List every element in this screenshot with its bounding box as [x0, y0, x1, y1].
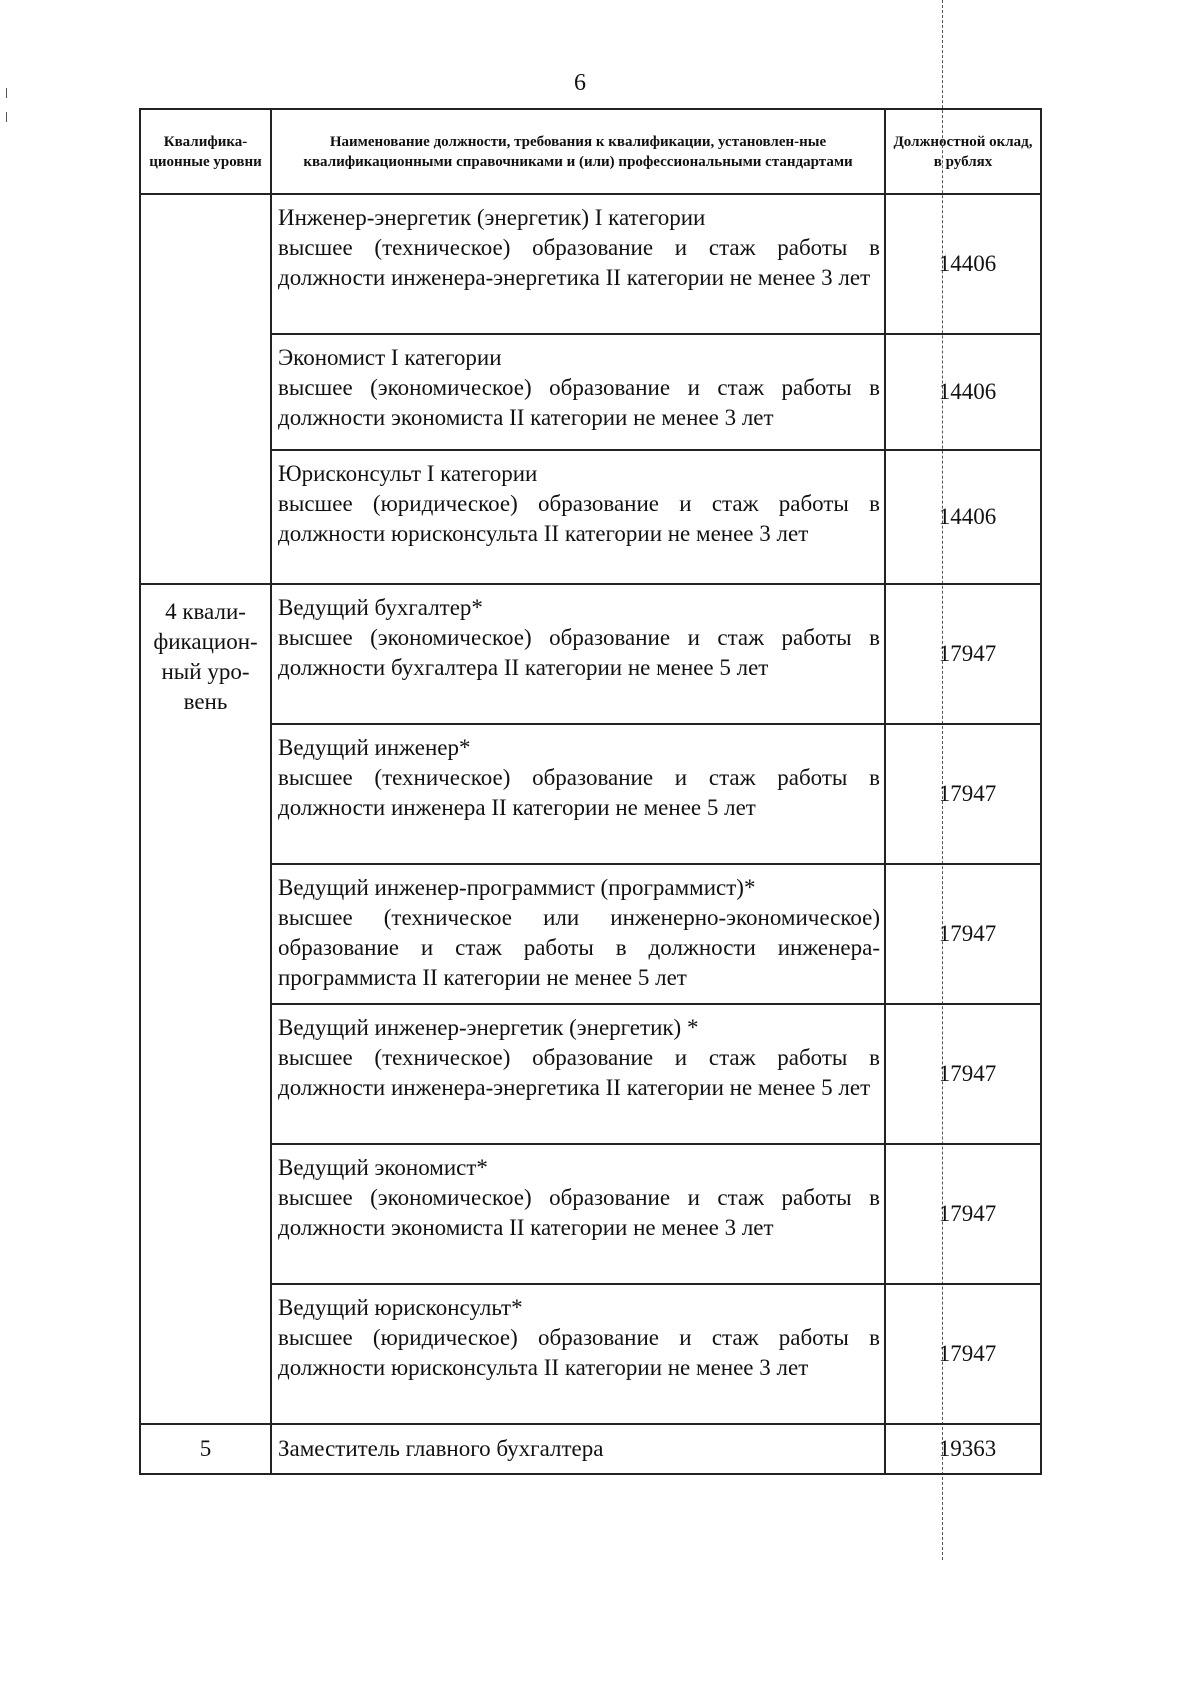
salary-cell: 17947 [885, 1144, 1041, 1284]
position-title: Ведущий инженер-программист (программист)* [278, 875, 756, 900]
table-row [140, 724, 1041, 864]
scan-artifact-tick [6, 112, 7, 122]
salary-cell: 17947 [885, 724, 1041, 864]
position-cell [271, 724, 885, 864]
position-requirements: высшее (техническое или инженерно-экономическое) образование и стаж работы в должности инженера-программиста II категории не менее 5 лет [278, 905, 880, 990]
position-requirements: высшее (юридическое) образование и стаж работы в должности юрисконсульта II категории не менее 3 лет [278, 491, 880, 546]
position-requirements: высшее (юридическое) образование и стаж работы в должности юрисконсульта II категории не менее 3 лет [278, 1325, 880, 1380]
table-header-row [140, 109, 1041, 194]
salary-cell: 14406 [885, 450, 1041, 584]
table-row [140, 864, 1041, 1004]
position-title: Заместитель главного бухгалтера [278, 1436, 604, 1461]
position-cell [271, 194, 885, 334]
level-cell: 4 квали-фикацион-ный уро-вень [140, 584, 271, 1424]
table-row [140, 1144, 1041, 1284]
position-title: Ведущий экономист* [278, 1155, 488, 1180]
table-row [140, 1424, 1041, 1474]
level-cell-continued [140, 194, 271, 584]
table-row [140, 1284, 1041, 1424]
salary-cell: 19363 [885, 1424, 1041, 1474]
position-cell [271, 864, 885, 1004]
salary-cell: 17947 [885, 1284, 1041, 1424]
position-requirements: высшее (экономическое) образование и стаж работы в должности бухгалтера II категории не менее 5 лет [278, 625, 880, 680]
level-cell: 5 [140, 1424, 271, 1474]
position-cell [271, 584, 885, 724]
table-row [140, 334, 1041, 450]
position-title: Ведущий юрисконсульт* [278, 1295, 523, 1320]
position-requirements: высшее (техническое) образование и стаж работы в должности инженера-энергетика II категории не менее 5 лет [278, 1045, 880, 1100]
position-title: Юрисконсульт I категории [278, 461, 538, 486]
salary-cell: 17947 [885, 1004, 1041, 1144]
table-row [140, 194, 1041, 334]
table-row [140, 1004, 1041, 1144]
qualification-salary-table [139, 108, 1042, 1475]
position-requirements: высшее (экономическое) образование и стаж работы в должности экономиста II категории не менее 3 лет [278, 1185, 880, 1240]
position-title: Экономист I категории [278, 345, 502, 370]
position-requirements: высшее (техническое) образование и стаж работы в должности инженера-энергетика II категории не менее 3 лет [278, 235, 880, 290]
header-salary: Должностной оклад, в рублях [885, 109, 1041, 194]
header-levels: Квалифика-ционные уровни [140, 109, 271, 194]
position-title: Ведущий инженер* [278, 735, 471, 760]
position-cell [271, 1144, 885, 1284]
salary-cell: 14406 [885, 194, 1041, 334]
salary-cell: 17947 [885, 584, 1041, 724]
position-title: Инженер-энергетик (энергетик) I категории [278, 205, 706, 230]
table-row [140, 450, 1041, 584]
position-title: Ведущий инженер-энергетик (энергетик) * [278, 1015, 699, 1040]
position-requirements: высшее (техническое) образование и стаж работы в должности инженера II категории не менее 5 лет [278, 765, 880, 820]
position-cell [271, 1004, 885, 1144]
header-position: Наименование должности, требования к квалификации, установлен-ные квалификационными справочниками и (или) профессиональными стандартами [271, 109, 885, 194]
position-title: Ведущий бухгалтер* [278, 595, 483, 620]
position-cell [271, 1424, 885, 1474]
position-cell [271, 334, 885, 450]
position-cell [271, 1284, 885, 1424]
salary-cell: 17947 [885, 864, 1041, 1004]
salary-cell: 14406 [885, 334, 1041, 450]
table-row [140, 584, 1041, 724]
position-requirements: высшее (экономическое) образование и стаж работы в должности экономиста II категории не менее 3 лет [278, 375, 880, 430]
position-cell [271, 450, 885, 584]
page-number: 6 [574, 70, 586, 96]
